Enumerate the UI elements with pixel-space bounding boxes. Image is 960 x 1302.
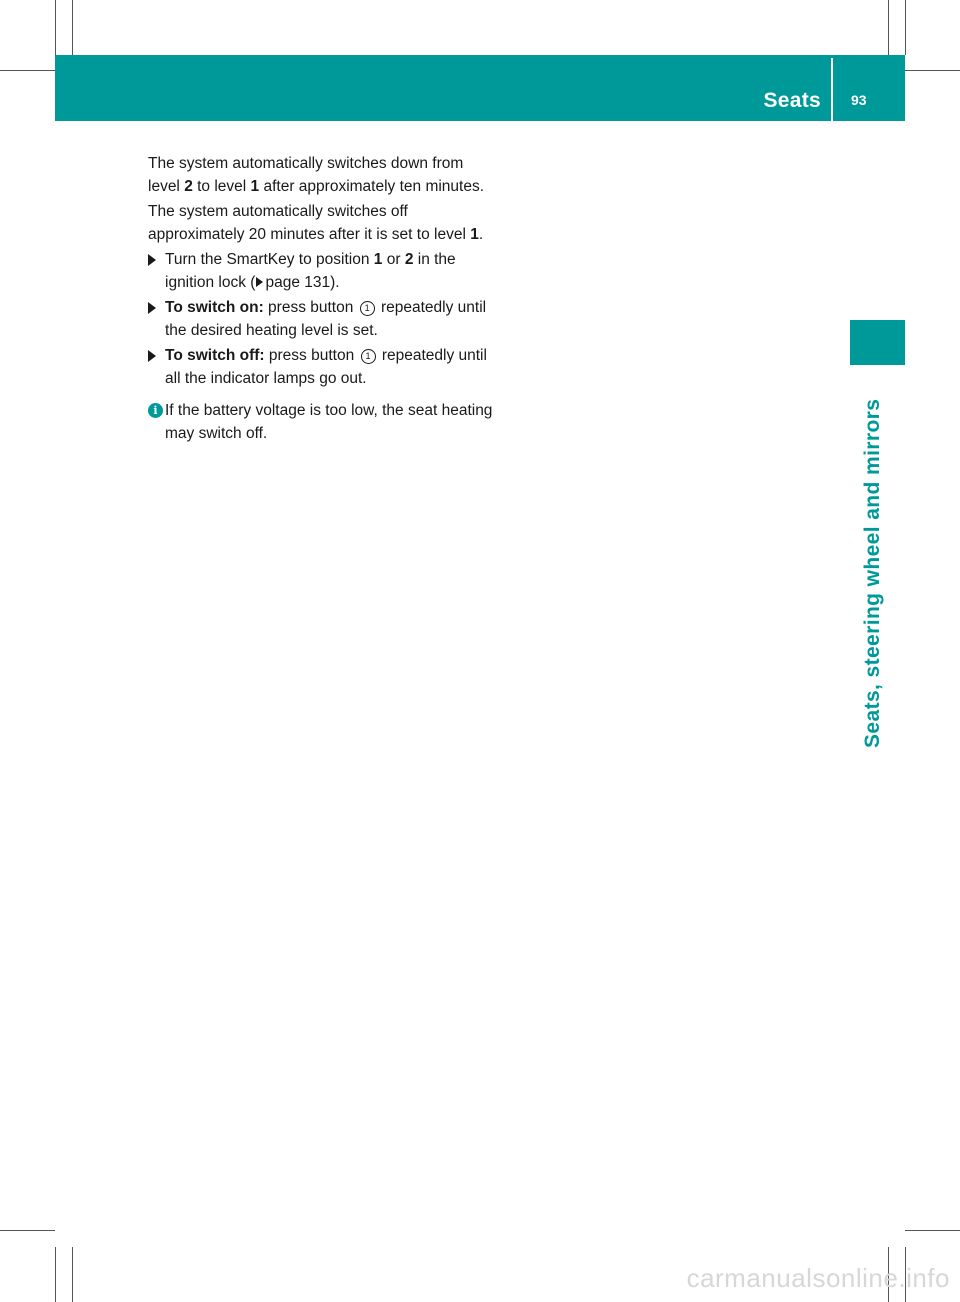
paragraph-level-switchdown: The system automatically switches down from level 2 to level 1 after approximately ten minutes. [148,155,485,195]
crop-mark [905,1230,960,1231]
page-reference-link[interactable]: page 131 [265,273,331,291]
watermark: carmanualsonline.info [686,1263,950,1293]
step-switch-on: To switch on: press button 1 repeatedly until the desired heating level is set. [148,297,493,342]
info-note-text: If the battery voltage is too low, the seat heating may switch off. [165,402,493,442]
button-1-callout-icon: 1 [360,301,375,316]
crop-mark [55,1247,56,1302]
crop-mark [72,0,73,55]
step-arrow-icon [148,350,156,362]
page-reference-icon [256,277,263,287]
crop-mark [72,1247,73,1302]
crop-mark [0,1230,55,1231]
crop-mark [55,0,56,55]
crop-mark [888,0,889,55]
step-arrow-icon [148,254,156,266]
step-arrow-icon [148,302,156,314]
step-turn-smartkey: Turn the SmartKey to position 1 or 2 in the ignition lock ( page 131). [148,249,493,294]
paragraph-auto-off: The system automatically switches off approximately 20 minutes after it is set to level 1. [148,203,484,243]
crop-mark [0,70,55,71]
button-1-callout-icon: 1 [361,349,376,364]
main-content [148,153,493,445]
info-icon: i [148,403,163,418]
header-divider [831,58,833,121]
step-switch-off: To switch off: press button 1 repeatedly until all the indicator lamps go out. [148,345,493,390]
crop-mark [905,0,906,55]
section-title: Seats [763,89,821,112]
header-bar [55,55,905,121]
page-number: 93 [851,92,867,108]
side-tab-label: Seats, steering wheel and mirrors [861,398,884,748]
crop-mark [905,70,960,71]
info-note [148,400,493,445]
